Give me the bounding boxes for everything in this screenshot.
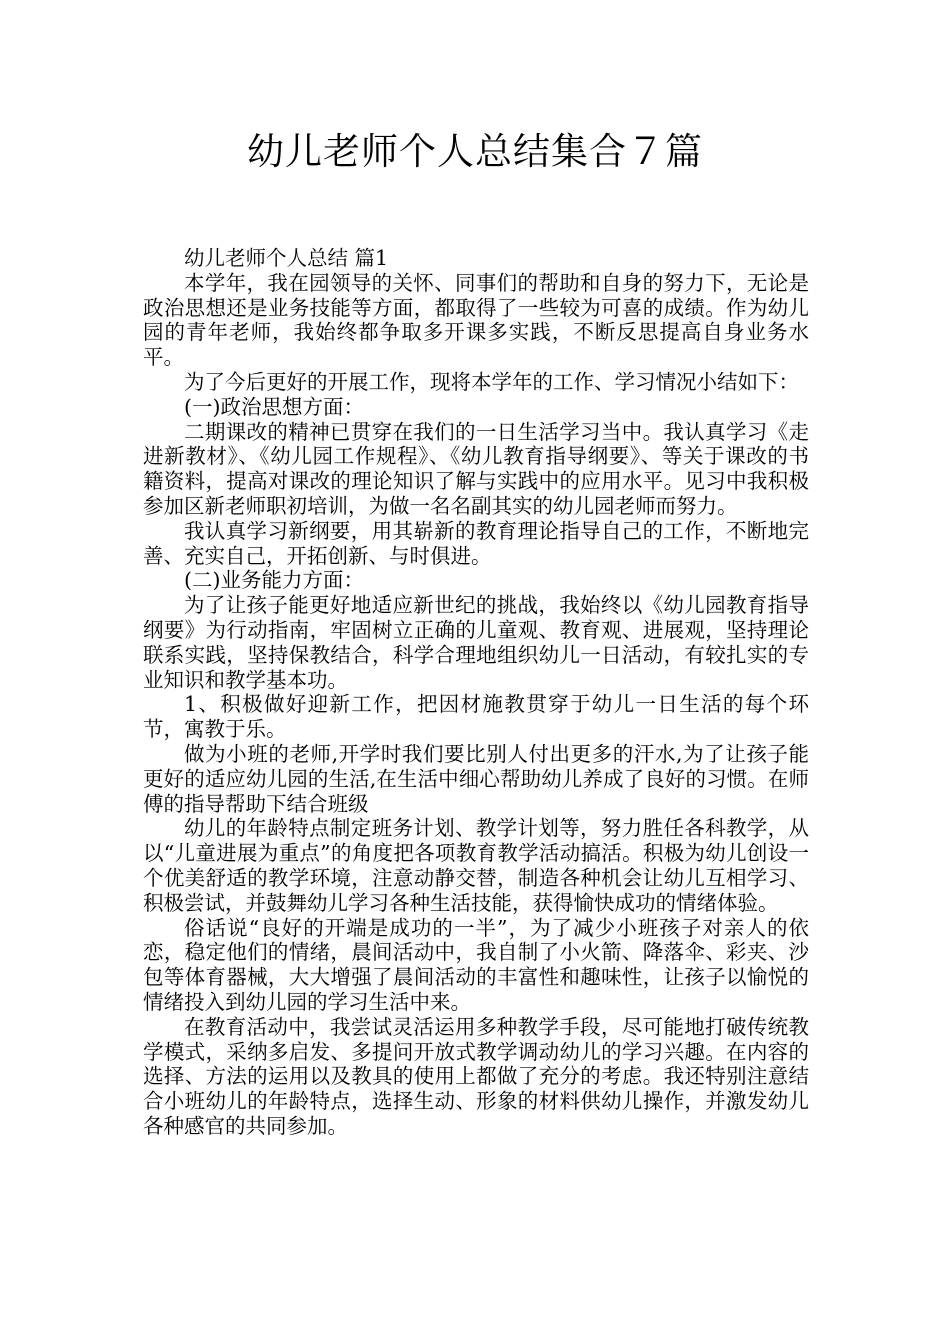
document-body	[143, 246, 809, 1139]
subsection-heading: (二)业务能力方面：	[184, 568, 364, 593]
section-heading: 幼儿老师个人总结 篇1	[184, 246, 389, 270]
body-paragraph: 做为小班的老师,开学时我们要比别人付出更多的汗水,为了让孩子能更好的适应幼儿园的生活,在生活中细心帮助幼儿养成了良好的习惯。在师傅的指导帮助下结合班级	[143, 741, 809, 816]
body-paragraph: 在教育活动中，我尝试灵活运用多种教学手段，尽可能地打破传统教学模式，采纳多启发、多提问开放式教学调动幼儿的学习兴趣。在内容的选择、方法的运用以及教具的使用上都做了充分的考虑。我还特别注意结合小班幼儿的年龄特点，选择生动、形象的材料供幼儿操作，并激发幼儿各种感官的共同参加。	[143, 1014, 809, 1138]
body-paragraph: 为了今后更好的开展工作，现将本学年的工作、学习情况小结如下：	[184, 369, 799, 394]
document-title: 幼儿老师个人总结集合７篇	[247, 130, 703, 173]
body-paragraph: 1、积极做好迎新工作，把因材施教贯穿于幼儿一日生活的每个环节，寓教于乐。	[143, 692, 809, 742]
body-paragraph: 本学年，我在园领导的关怀、同事们的帮助和自身的努力下，无论是政治思想还是业务技能等方面，都取得了一些较为可喜的成绩。作为幼儿园的青年老师，我始终都争取多开课多实践，不断反思提高自身业务水平。	[143, 270, 809, 370]
body-paragraph: 幼儿的年龄特点制定班务计划、教学计划等，努力胜任各科教学，从以“儿童进展为重点”的角度把各项教育教学活动搞活。积极为幼儿创设一个优美舒适的教学环境，注意动静交替，制造各种机会让幼儿互相学习、积极尝试，并鼓舞幼儿学习各种生活技能，获得愉快成功的情绪体验。	[143, 816, 809, 915]
subsection-heading: (一)政治思想方面：	[184, 394, 364, 419]
body-paragraph: 为了让孩子能更好地适应新世纪的挑战，我始终以《幼儿园教育指导纲要》为行动指南，牢固树立正确的儿童观、教育观、进展观，坚持理论联系实践，坚持保教结合，科学合理地组织幼儿一日活动，有较扎实的专业知识和教学基本功。	[143, 593, 809, 692]
body-paragraph: 俗话说“良好的开端是成功的一半”，为了减少小班孩子对亲人的依恋，稳定他们的情绪，晨间活动中，我自制了小火箭、降落伞、彩夹、沙包等体育器械，大大增强了晨间活动的丰富性和趣味性，让孩子以愉悦的情绪投入到幼儿园的学习生活中来。	[143, 915, 809, 1014]
body-paragraph: 二期课改的精神已贯穿在我们的一日生活学习当中。我认真学习《走进新教材》、《幼儿园工作规程》、《幼儿教育指导纲要》、等关于课改的书籍资料，提高对课改的理论知识了解与实践中的应用水平。见习中我积极参加区新老师职初培训，为做一名名副其实的幼儿园老师而努力。	[143, 419, 809, 518]
body-paragraph: 我认真学习新纲要，用其崭新的教育理论指导自己的工作，不断地完善、充实自己，开拓创新、与时俱进。	[143, 518, 809, 568]
